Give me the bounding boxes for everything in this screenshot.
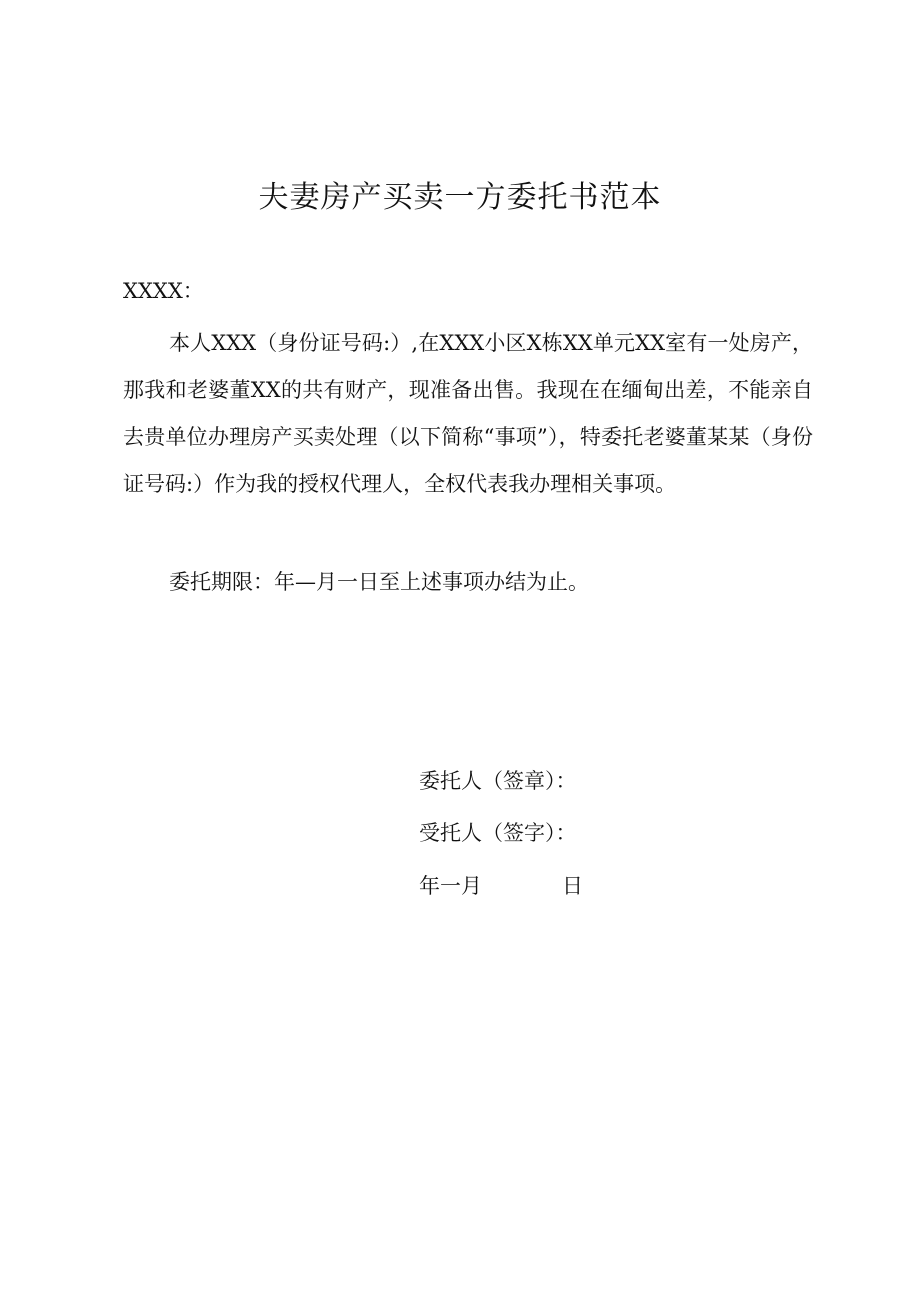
entrustment-period: 委托期限：年—月一日至上述事项办结为止。 [169, 570, 589, 594]
agent-signature-line: 受托人（签字）： [419, 821, 577, 845]
body-paragraph: 本人XXX（身份证号码:）,在XXX小区X栋XX单元XX室有一处房产，那我和老婆董XX的共有财产，现准备出售。我现在在缅甸出差，不能亲自去贵单位办理房产买卖处理（以下简称“事项”），特委托老婆董某某（身份证号码:）作为我的授权代理人，全权代表我办理相关事项。 [123, 331, 813, 496]
date-prefix: 年一月 [419, 874, 482, 898]
date-suffix: 日 [562, 874, 583, 898]
principal-signature-line: 委托人（签章）： [419, 769, 577, 793]
signature-date-line [419, 869, 583, 903]
document-title: 夫妻房产买卖一方委托书范本 [258, 180, 662, 215]
salutation: XXXX： [123, 279, 204, 303]
